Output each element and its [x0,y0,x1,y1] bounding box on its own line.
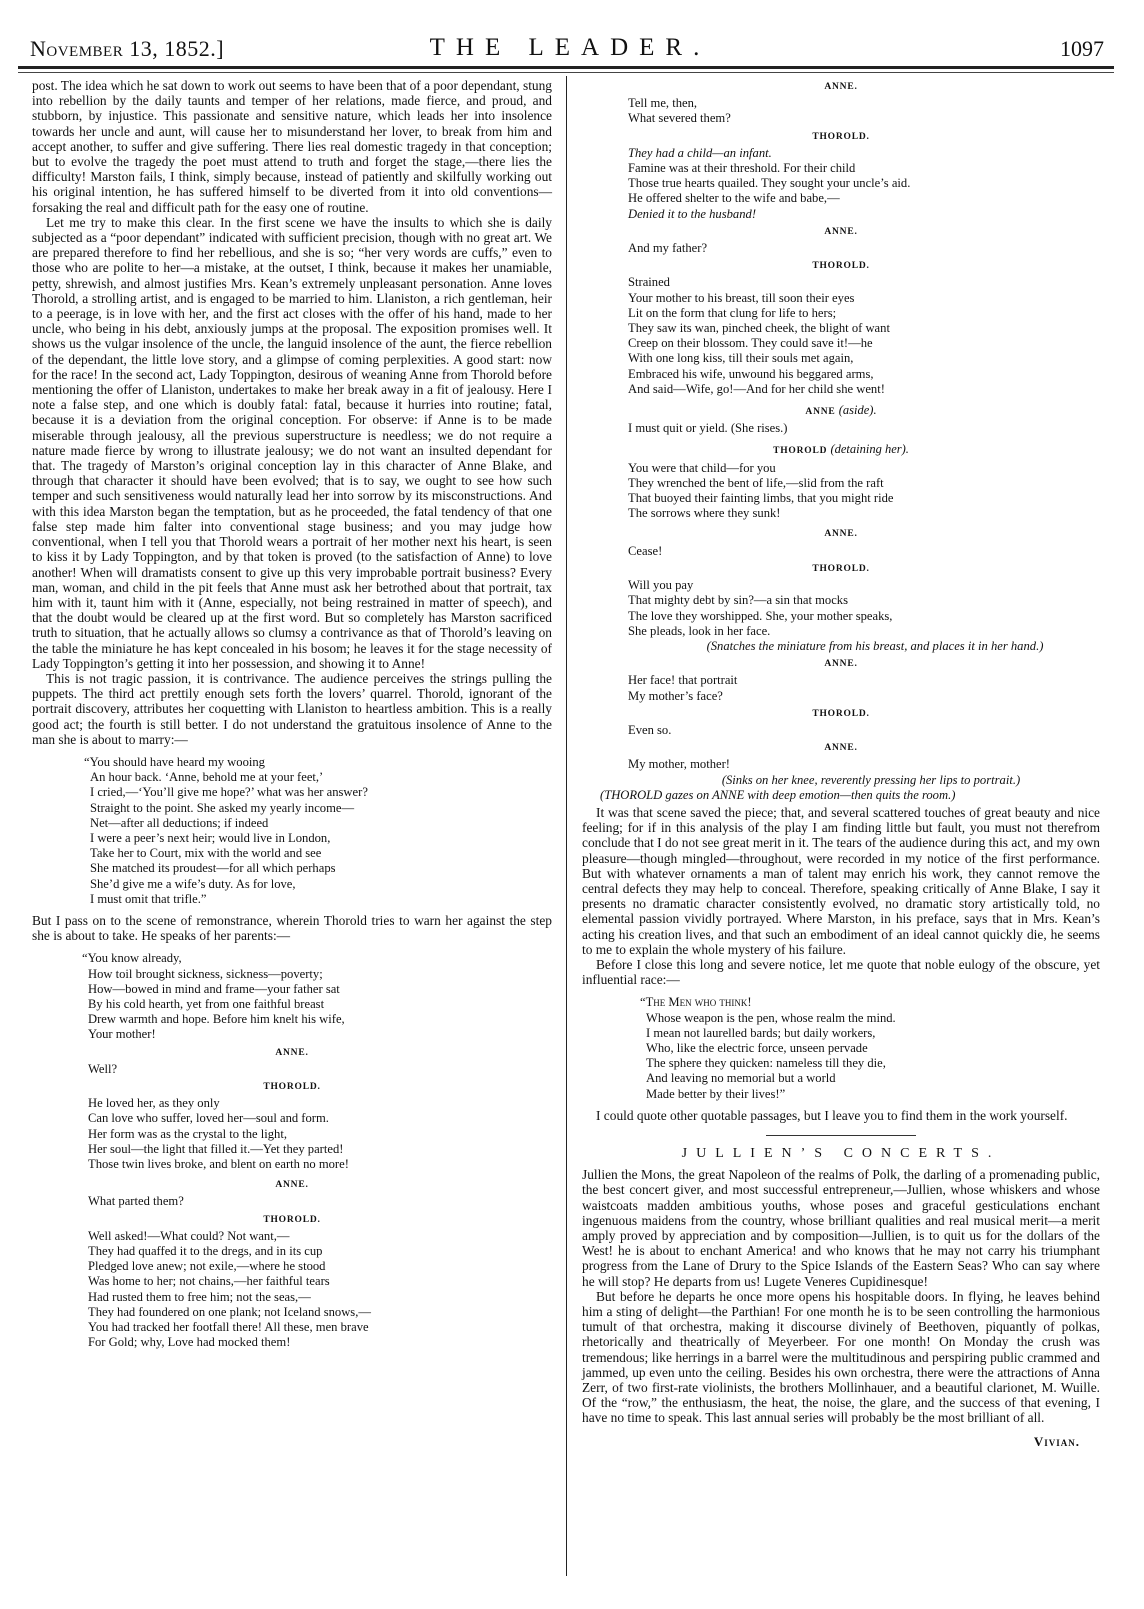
dialogue-line: Lit on the form that clung for life to hers; [628,305,837,320]
dialogue-line: “You know already, [82,951,182,966]
dialogue-block [88,1194,552,1209]
newspaper-title: THE LEADER. [429,34,711,61]
dialogue-line: Even so. [628,722,672,737]
dialogue-line: Her form was as the crystal to the light, [88,1126,287,1141]
speaker-name: THOROLD. [812,131,870,142]
dialogue-line: For Gold; why, Love had mocked them! [88,1335,291,1350]
dialogue-line: Had rusted them to free him; not the seas,— [88,1289,311,1304]
paragraph: This is not tragic passion, it is contrivance. The audience perceives the strings pulling the puppets. The third act prettily enough sets forth the lovers’ quarrel. Thorold, ignorant of the portrait discovery, attributes her coquetting with Llaniston to heartless ambition. This is a really good act; the fourth is still better. I do not understand the gratuitous insolence of Anne to the man she is about to marry:— [32,670,552,747]
dialogue-line: You were that child—for you [628,460,776,475]
speaker-name: ANNE. [824,659,858,670]
dialogue-line: And my father? [628,241,708,256]
dialogue-block [628,146,1100,222]
dialogue-block [628,578,1100,639]
author-signature: Vivian. [1033,1433,1080,1449]
dialogue-line: Embraced his wife, unwound his beggared arms, [628,366,874,381]
dialogue-line: They had quaffed it to the dregs, and in its cup [88,1244,323,1259]
dialogue-line: That buoyed their fainting limbs, that you might ride [628,491,894,506]
speaker-name: THOROLD. [812,563,870,574]
dialogue-line: Those twin lives broke, and blent on earth no more! [88,1157,349,1172]
speaker-name: ANNE. [275,1047,309,1058]
verse-line: I cried,—‘You’ll give me hope?’ what was her answer? [90,785,368,800]
verse-line: The sphere they quicken: nameless till they die, [646,1056,886,1071]
paragraph: Let me try to make this clear. In the first scene we have the insults to which she is daily subjected as a “poor dependant” indicated with sufficient precision, though with no great art. We are prepared therefore to find her rebellious, and she is so; “her very words are cuffs,” even to those who are polite to her—a mistake, at the outset, I think, because it makes her unamiable, petty, shrewish, and almost justifies Mrs. Kean’s extremely unpleasant personation. Anne loves Thorold, a strolling artist, and is engaged to be married to him. Llaniston, a rich gentleman, heir to a peerage, is in love with her, and the first act closes with the offer of his hand, made to her uncle, who being in his debt, anxiously jumps at the proposal. The exposition promises well. It shows us the vulgar insolence of the uncle, the languid insolence of the aunt, the fierce rebellion of the dependant, the little love story, and a glimpse of coming perplexities. A good start: now for the race! In the second act, Lady Toppington, desirous of weaning Anne from Thorold before mentioning the offer of Llaniston, undertakes to make her break away in a fit of jealousy. Here I note a false step, and one which is doubly fatal: fatal, because it hurries into routine; fatal, because it is a deviation from the original conception. For observe: if Anne is to be made miserable through jealousy, all the previous superstructure is needless; we do not require a nature made fierce by wrong to illustrate jealousy; we do not want an insulted dependant for that. The tragedy of Marston’s original conception lay in this character of Anne Blake, and through that character it should have been evolved; that is to say, we ought to see how such temper and such sensitiveness would naturally lead her into sorrow by its misconstructions. And with this idea Marston began the temptation, but as he proceeded, the fatal tendency of that one false step made him falter into conventional stage business; and you may judge how conventional, when I tell you that Thorold wears a portrait of her mother next his heart, is seen to kiss it by Lady Toppington, and by that token is proved (to the satisfaction of Anne) to love another! When will dramatists consent to give up this very improbable portrait business? Every man, woman, and child in the pit feels that Anne must ask her betrothed about that portrait, tax him with it, taunt him with it (Anne, especially, not being restrained in matter of speech), and that the doubt would be cleared up at the first word. But so completely has Marston sacrificed truth to situation, that he actually allows so clumsy a contrivance as that of Thorold’s leaving on the table the miniature he has kept concealed in his bosom; he leaves it for the stage necessity of Lady Toppington’s getting it into her possession, and showing it to Anne! [32,214,552,671]
dialogue-block [88,1062,552,1077]
verse-quote [84,754,552,907]
dialogue-line: By his cold hearth, yet from one faithful breast [88,996,325,1011]
dialogue-line: Strained [628,275,670,290]
dialogue-line: Those true hearts quailed. They sought your uncle’s aid. [628,176,911,191]
dialogue-line: He offered shelter to the wife and babe,— [628,191,840,206]
dialogue-line: He loved her, as they only [88,1096,220,1111]
dialogue-line: You had tracked her footfall there! All these, men brave [88,1320,369,1335]
stage-aside: (detaining her). [830,442,909,457]
dialogue-block [82,951,552,1042]
dialogue-block [628,544,1100,559]
dialogue-line: How—bowed in mind and frame—your father sat [88,981,340,996]
verse-line: Straight to the point. She asked my yearly income— [90,800,355,815]
dialogue-line: My mother, mother! [628,757,730,772]
dialogue-block [628,96,1100,126]
masthead-rule-thin [18,72,1114,73]
dialogue-line: Well asked!—What could? Not want,— [88,1228,290,1243]
dialogue-block [628,757,1100,772]
stage-direction: (THOROLD gazes on ANNE with deep emotion—then quits the room.) [600,787,956,802]
dialogue-line: That mighty debt by sin?—a sin that mocks [628,593,849,608]
dialogue-block [628,421,1100,436]
verse-quote [640,995,1100,1101]
dialogue-line: Was home to her; not chains,—her faithful tears [88,1274,330,1289]
dialogue-line: Tell me, then, [628,96,698,111]
verse-line: An hour back. ‘Anne, behold me at your feet,’ [90,770,324,785]
dialogue-line: My mother’s face? [628,688,723,703]
speaker-name: ANNE. [824,529,858,540]
speaker-name: THOROLD. [812,708,870,719]
dialogue-line: Well? [88,1061,118,1076]
verse-line: Who, like the electric force, unseen pervade [646,1040,868,1055]
dialogue-line: Denied it to the husband! [628,206,757,221]
speaker-name: ANNE. [275,1180,309,1191]
stage-direction: (Snatches the miniature from his breast, and places it in her hand.) [706,638,1044,653]
column-divider [566,76,567,1576]
speaker-name [582,403,1100,420]
dialogue-line: The love they worshipped. She, your mother speaks, [628,608,893,623]
dialogue-block [628,673,1100,703]
speaker-label: ANNE [805,407,836,418]
dialogue-line: With one long kiss, till their souls met again, [628,351,854,366]
dialogue-line: They wrenched the bent of life,—slid from the raft [628,475,884,490]
dialogue-block [628,461,1100,522]
dialogue-line: Your mother to his breast, till soon their eyes [628,290,855,305]
verse-line: I must omit that trifle.” [90,891,207,906]
dialogue-line: They saw its wan, pinched cheek, the blight of want [628,321,890,336]
dialogue-line: What severed them? [628,111,731,126]
dialogue-block [628,241,1100,256]
stage-direction: (Sinks on her knee, reverently pressing her lips to portrait.) [721,772,1021,787]
dialogue-block [88,1229,552,1351]
dialogue-line: Her face! that portrait [628,673,738,688]
verse-line: She’d give me a wife’s duty. As for love, [90,876,296,891]
verse-line: Whose weapon is the pen, whose realm the mind. [646,1010,896,1025]
speaker-name: ANNE. [824,743,858,754]
dialogue-line: They had foundered on one plank; not Iceland snows,— [88,1304,371,1319]
speaker-name: ANNE. [824,82,858,92]
dialogue-line: The sorrows where they sunk! [628,506,781,521]
dialogue-line: She pleads, look in her face. [628,623,771,638]
verse-line: And leaving no memorial but a world [646,1071,836,1086]
paragraph: I could quote other quotable passages, but I leave you to find them in the work yourself. [596,1107,1068,1123]
dialogue-block [88,1096,552,1172]
dialogue-line: What parted them? [88,1194,184,1209]
masthead-rule [18,66,1114,69]
dialogue-line: Her soul—the light that filled it.—Yet they parted! [88,1141,344,1156]
dialogue-block [628,723,1100,738]
dialogue-line: Pledged love anew; not exile,—where he stood [88,1259,326,1274]
speaker-name: THOROLD. [263,1082,321,1092]
verse-line: Made better by their lives!” [646,1086,786,1101]
dialogue-line: They had a child—an infant. [628,145,772,160]
dialogue-line: Creep on their blossom. They could save it!—he [628,336,873,351]
right-column [582,78,1100,1449]
masthead [30,30,1110,70]
dialogue-block [628,275,1100,397]
speaker-name: THOROLD. [263,1214,321,1225]
verse-line: She matched its proudest—for all which perhaps [90,861,336,876]
dialogue-line: Famine was at their threshold. For their child [628,161,856,176]
section-title: JULLIEN’S CONCERTS. [681,1146,1001,1161]
paragraph: Jullien the Mons, the great Napoleon of the realms of Polk, the darling of a promenading public, the best concert giver, and most successful entrepreneur,—Jullien, whose whiskers and whose waistcoats madden ambitious youths, whose poses and graceful gesticulations enchant ingenuous maidens from the country, whose brilliant qualities and real musical merit—a merit amply proved by appreciation and by composition—Jullien, is to quit us for the dollars of the West! he is about to enchant America! and who knows that he may not carry his triumphant progress from the Lane of Drury to the Spice Islands of the Eastern Seas? Who can say where he will stop? He departs from us! Lugete Veneres Cupidinesque! [582,1167,1100,1289]
verse-line: I were a peer’s next heir; would live in London, [90,830,331,845]
issue-date: November 13, 1852.] [30,36,225,61]
paragraph: It was that scene saved the piece; that, and several scattered touches of great beauty and nice feeling; for if in this analysis of the play I am finding little but fault, you must not therefrom conclude that I do not see great merit in it. The tears of the audience during this act, and my own pleasure—though mingled—throughout, were recorded in my notice of the first performance. But with whatever ornaments a man of talent may enrich his work, they cannot remove the central defects they may help to conceal. Therefore, speaking critically of Anne Blake, I say it presents no dramatic character consistently evolved, no dramatic story artistically told, no elemental passion vividly portrayed. Where Marston, in his preface, says that in Mrs. Kean’s acting his creation lives, and that such an embodiment of an ideal cannot quickly die, he seems to me to explain the whole mystery of his failure. [582,804,1100,957]
paragraph: But I pass on to the scene of remonstrance, wherein Thorold tries to warn her against the step she is about to take. He speaks of her parents:— [32,912,552,944]
dialogue-line: Your mother! [88,1027,156,1042]
dialogue-line: And said—Wife, go!—And for her child she went! [628,381,885,396]
speaker-name: ANNE. [824,226,858,237]
stage-aside: (aside). [838,403,877,418]
left-column [32,78,552,1350]
dialogue-line: Will you pay [628,578,694,593]
section-divider [766,1135,916,1136]
paragraph: But before he departs he once more opens his hospitable doors. In flying, he leaves behind him a sting of delight—the Parthian! For one month he is to be seen controlling the harmonious tumult of that orchestra, making it discourse divinely of Beethoven, piquantly of polkas, rhetorically and theatrically of Meyerbeer. For one month! On Monday the crush was tremendous; like herrings in a barrel were the multitudinous and perspiring public crammed and jammed, up even unto the ceiling. Besides his own orchestra, there were the attractions of Anna Zerr, of two first-rate violinists, the brothers Mollinhauer, and a beautiful clarionet, M. Wuille. Of the “row,” the enthusiasm, the heat, the noise, the glare, and the success of that evening, I have no time to speak. This last annual series will probably be the most brilliant of all. [582,1288,1100,1426]
speaker-label: THOROLD [773,446,828,457]
dialogue-line: Drew warmth and hope. Before him knelt his wife, [88,1012,345,1027]
speaker-name: THOROLD. [812,261,870,272]
dialogue-line: Can love who suffer, loved her—soul and form. [88,1111,329,1126]
verse-line: Take her to Court, mix with the world and see [90,846,322,861]
verse-line: “You should have heard my wooing [84,754,265,769]
verse-line: I mean not laurelled bards; but daily workers, [646,1025,876,1040]
dialogue-line: How toil brought sickness, sickness—poverty; [88,966,323,981]
verse-line: “The Men who think! [640,995,752,1010]
paragraph: post. The idea which he sat down to work out seems to have been that of a poor dependant, stung into rebellion by the daily taunts and temper of her relations, made fierce, and proud, and stubborn, by injustice. This passionate and sensitive nature, which leads her into insolence towards her uncle and aunt, will cause her to misunderstand her lover, to break from him and accept another, to suffer and give suffering. There lies real domestic tragedy in that conception; but to evolve the tragedy the poet must attend to truth and forget the stage,—there lies the difficulty! Marston fails, I think, simply because, instead of patiently and skilfully working out his original intention, he has suffered himself to be diverted from it into old conventions—forsaking the real and difficult path for the easy one of routine. [32,78,553,215]
paragraph: Before I close this long and severe notice, let me quote that noble eulogy of the obscure, yet influential race:— [582,956,1100,988]
verse-line: Net—after all deductions; if indeed [90,815,269,830]
dialogue-line: I must quit or yield. (She rises.) [628,421,788,436]
dialogue-line: Cease! [628,543,663,558]
page-number: 1097 [1060,36,1104,61]
speaker-name [582,442,1100,459]
